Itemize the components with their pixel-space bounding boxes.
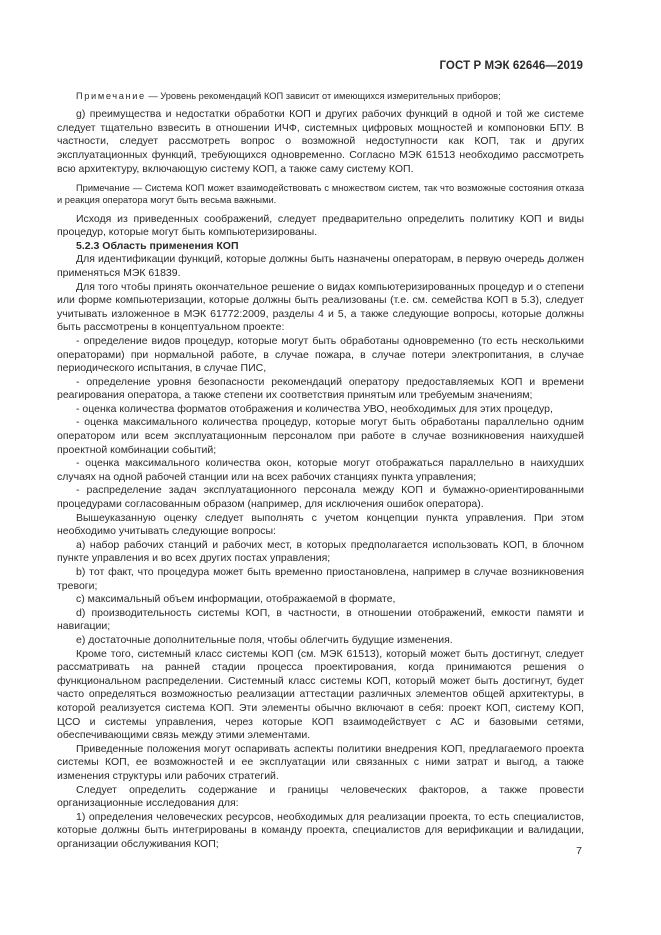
section-heading-5-2-3: 5.2.3 Область применения КОП (76, 239, 239, 252)
paragraph-evaluation: Вышеуказанную оценку следует выполнять с учетом концепции пункта управления. При этом необходимо учитывать следующие вопросы: (57, 511, 584, 538)
item-1: 1) определения человеческих ресурсов, необходимых для реализации проекта, то есть специалистов, которые должны быть интегрированы в команду проекта, специалистов для верификации и валидации, организации обслуживания КОП; (57, 810, 584, 850)
page-number: 7 (576, 845, 582, 857)
paragraph-system-class: Кроме того, системный класс системы КОП (см. МЭК 61513), который может быть достигнут, следует рассматривать на ранней стадии процесса проектирования, когда принимаются решения о функциональном распределении. Системный класс системы КОП, который может быть достигнут, будет часто определяться возможностью реализации аттестации различных элементов общей архитектуры, в которой реализуется система КОП. Эти элементы обычно включают в себя: проект КОП, систему КОП, ЦСО и системы управления, через которые КОП взаимодействует с АС и базовыми сетями, обеспечивающими связь между этими элементами. (57, 647, 584, 742)
item-a: а) набор рабочих станций и рабочих мест, в которых предполагается использовать КОП, в блочном пункте управления и во всех других постах управления; (57, 538, 584, 565)
dash-item-procedure-types: - определение видов процедур, которые могут быть обработаны одновременно (то есть несколькими операторами) при нормальной работе, в случае пожара, в случае потери электропитания, в случае периодического испытания, в случае ПИС, (57, 334, 584, 375)
note-level-recommendations (57, 90, 584, 102)
item-d: d) производительность системы КОП, в частности, в отношении отображений, емкости памяти и навигации; (57, 606, 584, 633)
paragraph-human-factors: Следует определить содержание и границы человеческих факторов, а также провести организационные исследования для: (57, 783, 584, 810)
dash-item-safety-level: - определение уровня безопасности рекомендаций оператору предоставляемых КОП и времени реагирования оператора, а также степени их соответствия принятым или требуемым значениям; (57, 375, 584, 402)
note-system-interaction: Примечание — Система КОП может взаимодействовать с множеством систем, так что возможные состояния отказа и реакция оператора могут быть весьма важными. (57, 183, 584, 206)
document-body (57, 90, 584, 851)
dash-item-max-windows: - оценка максимального количества окон, которые могут отображаться параллельно в наихудших случаях на одной рабочей станции или на всех рабочих станциях пункта управления; (57, 457, 584, 483)
dash-item-display-formats: - оценка количества форматов отображения и количества УВО, необходимых для этих процедур, (76, 402, 553, 415)
dash-item-max-procedures: - оценка максимального количества процедур, которые могут быть обработаны параллельно одним оператором или всем эксплуатационным персоналом при работе в случае возникновения наихудшей проектной комбинации событий; (57, 416, 584, 456)
item-g: g) преимущества и недостатки обработки КОП и других рабочих функций в одной и той же системе следует тщательно взвесить в отношении ИЧФ, системных цифровых мощностей и компоновки БПУ. В частности, следует рассмотреть вопрос о возможной недоступности как КОП, так и других эксплуатационных функций, требующихся одновременно. Согласно МЭК 61513 необходимо рассмотреть всю архитектуру, включающую систему КОП, а также саму систему КОП. (57, 108, 584, 175)
item-c: c) максимальный объем информации, отображаемой в формате, (76, 593, 396, 606)
paragraph-policy: Исходя из приведенных соображений, следует предварительно определить политику КОП и виды процедур, которые могут быть компьютеризированы. (57, 212, 584, 239)
paragraph-identification: Для идентификации функций, которые должны быть назначены операторам, в первую очередь должен применяться МЭК 61839. (57, 253, 584, 279)
item-b: b) тот факт, что процедура может быть временно приостановлена, например в случае возникновения тревоги; (57, 566, 584, 592)
standard-header: ГОСТ Р МЭК 62646—2019 (439, 60, 583, 72)
note-text: — Уровень рекомендаций КОП зависит от имеющихся измерительных приборов; (145, 91, 501, 101)
note-label: Примечание (76, 91, 146, 101)
paragraph-decision: Для того чтобы принять окончательное решение о видах компьютеризированных процедур и о степени или форме компьютеризации, которые должны быть реализованы (т.е. см. семейства КОП в 5.3), следует учитывать изложенное в МЭК 61772:2009, разделы 4 и 5, а также следующие вопросы, которые должны быть рассмотрены в концептуальном проекте: (57, 280, 584, 334)
dash-item-task-distribution: - распределение задач эксплуатационного персонала между КОП и бумажно-ориентированными процедурами согласованным образом (например, для исключения ошибок оператора). (57, 484, 584, 511)
item-e: е) достаточные дополнительные поля, чтобы облегчить будущие изменения. (76, 633, 453, 646)
paragraph-provisions: Приведенные положения могут оспаривать аспекты политики внедрения КОП, предлагаемого проекта системы КОП, ее возможностей и ее эксплуатации или связанных с ними затрат и выгод, а также изменения структуры или рабочих стратегий. (57, 742, 584, 782)
